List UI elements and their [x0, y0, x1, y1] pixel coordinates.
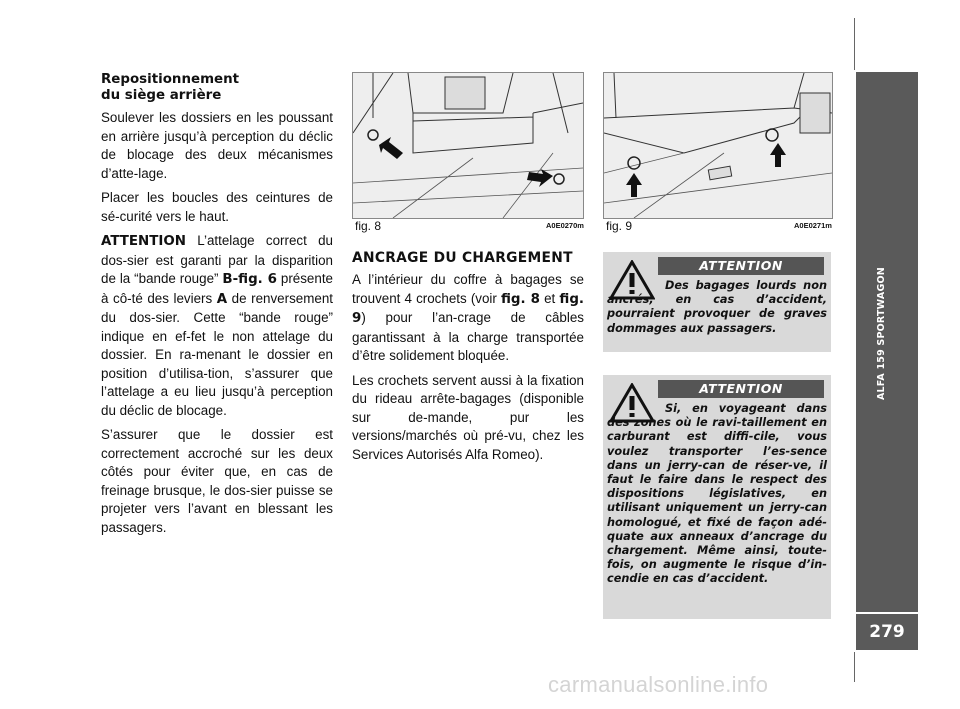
sidebar-rule-bottom [854, 652, 855, 682]
middle-column [352, 250, 584, 470]
warning-title-2: ATTENTION [658, 380, 824, 398]
ancrage-paragraph-1 [352, 271, 584, 366]
warning-text-1: Des bagages lourds non ancrés, en cas d’accident, pourraient provoquer de graves dommages aux passagers. [607, 279, 827, 335]
heading-line-1: Repositionnement [101, 72, 240, 87]
fig9-label: fig. 9 [606, 219, 633, 233]
ancrage-paragraph-2: Les crochets servent aussi à la fixation du rideau arrête-bagages (disponible sur de-mande, pur les versions/marchés où pré-vu, chez les Services Autorisés Alfa Romeo). [352, 372, 584, 462]
paragraph-3 [101, 232, 333, 420]
fig8-ref: fig. 8 [500, 291, 540, 307]
fig8-image [352, 72, 584, 219]
p1-text-b: ) pour l’an-crage de câbles garantissant à la charge transportée d’être solidement bloquée. [352, 310, 584, 363]
attention-label: ATTENTION [101, 234, 186, 249]
p3-text-a: L’attelage correct du dos-sier est garanti par la disparition de la “bande rouge” [101, 233, 333, 286]
fig9-ref: fig. 9 [352, 291, 584, 326]
fig9-image [603, 72, 833, 219]
p1-text-a: A l’intérieur du coffre à bagages se trouvent 4 crochets (voir [352, 272, 584, 306]
paragraph-4: S’assurer que le dossier est correctement accroché sur les deux côtés pour éviter que, en cas de freinage brusque, le dos-sier puisse se projeter vers l’avant en blessant les passagers. [101, 427, 333, 535]
page-number: 279 [856, 614, 918, 650]
fig-ref-b-fig6: B-fig. 6 [222, 272, 277, 287]
p3-text-c: de renversement du dos-sier. Cette “bande rouge” indique en ef-fet le non attelage du dossier. En ra-menant le dossier en position d’utilisa-tion, s’assurer que l’attelage a eu lieu jusqu’à perception du déclic de blocage. [101, 290, 334, 418]
ancrage-heading: ANCRAGE DU CHARGEMENT [352, 250, 573, 266]
warning-title-1: ATTENTION [658, 257, 824, 275]
warning-box-2 [603, 375, 831, 619]
warning-text-2: Si, en voyageant dans des zones où le ravi-taillement en carburant est diffi-cile, vous voulez transporter l’es-sence dans un jerry-can de réser-ve, il faut le faire dans le respect des dispositions législatives, en utilisant uniquement un jerry-can homologué, et fixé de façon adé-quate aux anneaux d’ancrage du chargement. Même ainsi, toute-fois, on augmente le risque d’in-cendie en cas d’accident. [607, 402, 827, 586]
fig8-label: fig. 8 [355, 219, 382, 233]
fig9-code: A0E0271m [794, 221, 832, 230]
fig8-code: A0E0270m [546, 221, 584, 230]
p3-text-b: présente à cô-té des leviers [101, 271, 333, 306]
fig8-drawing [353, 73, 583, 218]
sidebar-tab [856, 72, 918, 612]
sidebar-label: ALFA 159 SPORTWAGON [876, 267, 887, 400]
section-heading [101, 72, 333, 104]
paragraph-2: Placer les boucles des ceintures de sé-curité vers le haut. [101, 190, 333, 224]
heading-line-2: du siège arrière [101, 88, 222, 103]
paragraph-1: Soulever les dossiers en les poussant en arrière jusqu’à perception du déclic de blocage des deux mécanismes d’atte-lage. [101, 110, 333, 181]
warning-box-1 [603, 252, 831, 352]
p1-text-mid: et [539, 290, 560, 306]
watermark: carmanualsonline.info [548, 672, 769, 697]
left-column [101, 72, 333, 543]
sidebar-rule-top [854, 18, 855, 70]
ref-a: A [216, 291, 228, 307]
fig9-drawing [604, 73, 832, 218]
